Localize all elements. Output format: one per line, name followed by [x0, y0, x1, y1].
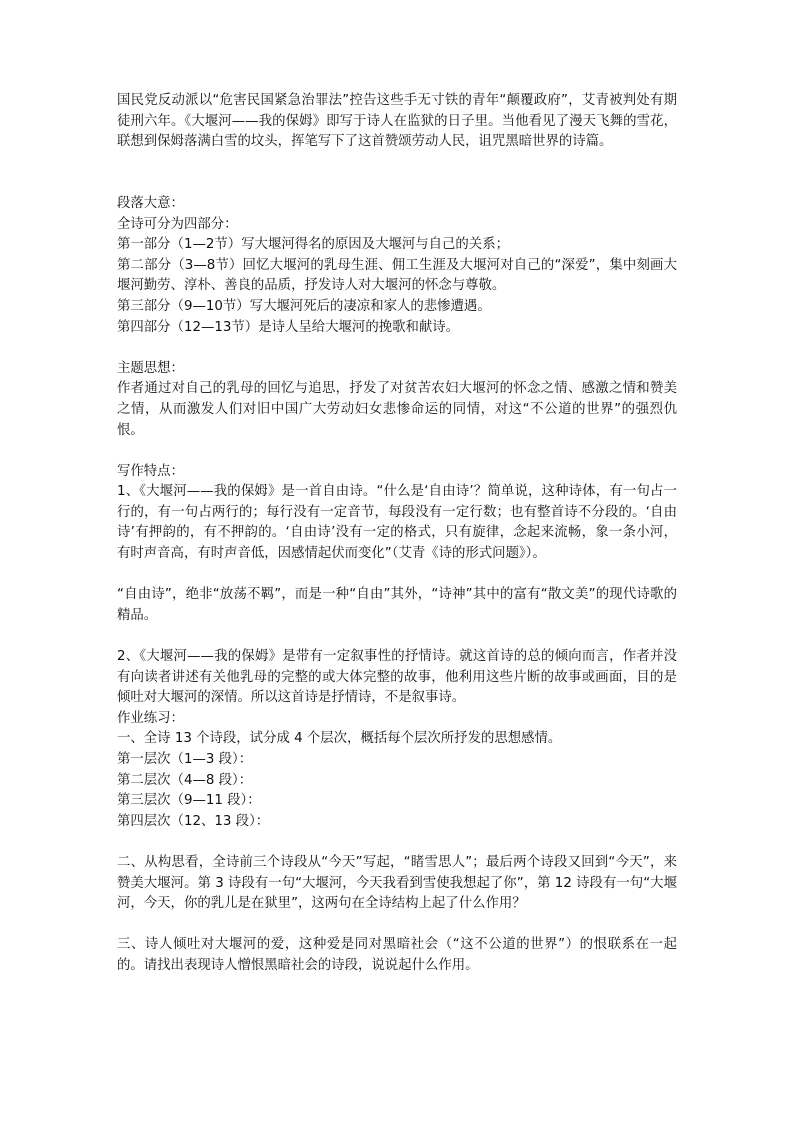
- paragraph-summary-line: 全诗可分为四部分：: [117, 216, 238, 232]
- features-heading: 写作特点：: [117, 463, 184, 479]
- feature-2: 2、《大堰河——我的保姆》是带有一定叙事性的抒情诗。就这首诗的总的倾向而言，作者并没有向读者讲述有关他乳母的完整的或大体完整的故事，他利用这些片断的故事或画面，目的是倾吐对大堰河的深情。所以这首诗是抒情诗，不是叙事诗。: [117, 649, 677, 706]
- spacer: [117, 173, 677, 194]
- spacer: [117, 441, 677, 462]
- document-body: [117, 91, 677, 977]
- feature-1-note: “自由诗”，绝非“放荡不羁”，而是一种“自由”其外，“诗神”其中的富有“散文美”的现代诗歌的精品。: [117, 587, 677, 623]
- theme-heading: 主题思想：: [117, 360, 184, 376]
- paragraph-summary-line: 第二部分（3—8节）回忆大堰河的乳母生涯、佣工生涯及大堰河对自己的“深爱”，集中刻画大堰河勤劳、淳朴、善良的品质，抒发诗人对大堰河的怀念与尊敬。: [117, 257, 677, 294]
- exercise-1: 一、全诗 13 个诗段，试分成 4 个层次，概括每个层次所抒发的思想感情。: [117, 731, 562, 747]
- spacer: [117, 153, 677, 174]
- level-line: 第一层次（1—3 段）：: [117, 752, 253, 767]
- spacer: [117, 338, 677, 359]
- paragraph-summary-line: 第一部分（1—2节）写大堰河得名的原因及大堰河与自己的关系；: [117, 237, 509, 253]
- spacer: [117, 626, 677, 647]
- level-line: 第四层次（12、13 段）：: [117, 813, 270, 829]
- level-line: 第二层次（4—8 段）：: [117, 772, 253, 788]
- paragraph-summary-line: 第三部分（9—10节）写大堰河死后的凄凉和家人的悲惨遭遇。: [117, 298, 491, 314]
- paragraph-summary-line: 第四部分（12—13节）是诗人呈给大堰河的挽歌和献诗。: [117, 319, 460, 335]
- exercise-heading: 作业练习：: [117, 710, 184, 726]
- exercise-3: 三、诗人倾吐对大堰河的爱，这种爱是同对黑暗社会（“这不公道的世界”）的恨联系在一起的。请找出表现诗人憎恨黑暗社会的诗段，说说起什么作用。: [117, 937, 677, 973]
- paragraph-summary-heading: 段落大意：: [117, 195, 184, 211]
- level-line: 第三层次（9—11 段）：: [117, 793, 261, 809]
- intro-paragraph: 国民党反动派以“危害民国紧急治罪法”控告这些手无寸铁的青年“颠覆政府”，艾青被判处有期徒刑六年。《大堰河——我的保姆》即写于诗人在监狱的日子里。当他看见了漫天飞舞的雪花，联想到保姆落满白雪的坟头，挥笔写下了这首赞颂劳动人民，诅咒黑暗世界的诗篇。: [117, 93, 677, 150]
- feature-1: 1、《大堰河——我的保姆》是一首自由诗。“什么是‘自由诗’？简单说，这种诗体，有一句占一行的，有一句占两行的；每行没有一定音节，每段没有一定行数；也有整首诗不分段的。‘自由诗’有押韵的，有不押韵的。‘自由诗’没有一定的格式，只有旋律，念起来流畅，象一条小河，有时声音高，有时声音低，因感情起伏而变化”（艾青《诗的形式问题》）。: [117, 484, 677, 562]
- spacer: [117, 915, 677, 936]
- spacer: [117, 565, 677, 586]
- exercise-2: 二、从构思看，全诗前三个诗段从“今天”写起，“睹雪思人”；最后两个诗段又回到“今天”，来赞美大堰河。第 3 诗段有一句“大堰河，今天我看到雪使我想起了你”，第 12 诗段有一句“大堰河，今天，你的乳儿是在狱里”，这两句在全诗结构上起了什么作用？: [117, 854, 677, 912]
- theme-text: 作者通过对自己的乳母的回忆与追思，抒发了对贫苦农妇大堰河的怀念之情、感激之情和赞美之情，从而激发人们对旧中国广大劳动妇女悲惨命运的同情，对这“不公道的世界”的强烈仇恨。: [117, 381, 677, 438]
- spacer: [117, 832, 677, 853]
